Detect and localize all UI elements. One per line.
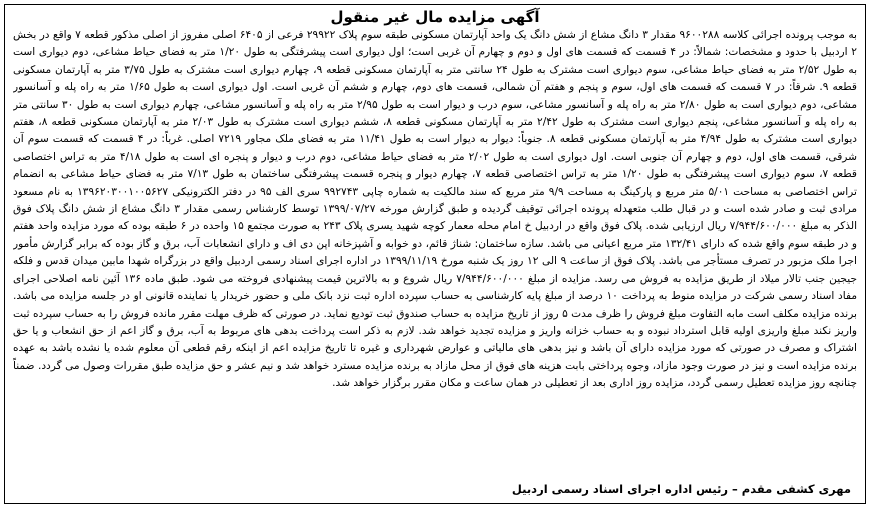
notice-signature: مهری کشفی مقدم – رئیس اداره اجرای اسناد رسمی اردبیل	[511, 482, 851, 496]
notice-frame	[4, 4, 866, 504]
notice-title: آگهی مزایده مال غیر منقول	[330, 8, 540, 26]
notice-body: به موجب پرونده اجرائی کلاسه ۹۶۰۰۲۸۸ مقدار ۳ دانگ مشاع از شش دانگ یک واحد آپارتمان مسکونی طبقه سوم پلاک ۲۹۹۲۲ فرعی از ۶۴۰۵ اصلی مفروز از اصلی مذکور قطعه ۷ واقع در بخش ۲ اردبیل با حدود و مشخصات: شمالاً: در ۴ قسمت که قسمت های اول و دوم و چهارم آن غربی است؛ اول دیواری است پیشرفتگی به طول ۱/۲۰ متر به فضای حیاط مشاعی، دوم دیواری است به طول ۲/۵۲ متر به فضای حیاط مشاعی، سوم دیواری است مشترک به طول ۲۴ سانتی متر به آپارتمان مسکونی قطعه ۹، چهارم دیواری است مشترک به طول ۳/۷۵ متر به آپارتمان مسکونی قطعه ۹. شرقاً: در ۷ قسمت که قسمت های اول، سوم و پنجم و هفتم آن شمالی، قسمت های دوم، چهارم و ششم آن غربی است. اول دیواری است به طول ۱/۶۵ متر به راه پله و آسانسور مشاعی، دوم دیواری است به طول ۲/۸۰ متر به راه پله و آسانسور مشاعی، سوم درب و دیوار است به طول ۲/۹۵ متر به راه پله و آسانسور مشاعی، چهارم دیواری است به طول ۳۰ سانتی متر به راه پله و آسانسور مشاعی، پنجم دیواری است مشترک به طول ۲/۴۲ متر به آپارتمان مسکونی قطعه ۸، ششم دیواری است مشترک به طول ۲/۰۳ متر به آپارتمان مسکونی قطعه ۸، هفتم دیواری است مشترک به طول ۴/۹۴ متر به آپارتمان مسکونی قطعه ۸. جنوباً: دیوار به دیوار است به طول ۱۱/۴۱ متر به فضای ملک مجاور ۷۲۱۹ اصلی. غرباً: در ۴ قسمت که قسمت سوم آن شرقی، قسمت های اول، دوم و چهارم آن جنوبی است. اول دیواری است به طول ۲/۰۲ متر به فضای حیاط مشاعی، دوم درب و دیوار و پنجره ای است به طول ۴/۱۸ متر به تراس اختصاصی قطعه ۷، سوم دیواری است پیشرفتگی به طول ۱/۲۰ متر به تراس اختصاصی قطعه ۷، چهارم دیوار و پنجره قسمت پیشرفتگی ساختمان به طول ۷/۱۳ متر به فضای حیاط مشاعی به انضمام تراس اختصاصی به مساحت ۵/۰۱ متر مربع و پارکینگ به مساحت ۹/۹ متر مربع که سند مالکیت به شماره چاپی ۹۹۲۷۴۳ سری الف ۹۵ در دفتر الکترونیکی ۱۳۹۶۲۰۳۰۰۱۰۰۵۶۲۷ به نام مسعود مرادی ثبت و صادر شده است و در قبال طلب متعهدله پرونده اجرائی توقیف گردیده و طبق گزارش مورخه ۱۳۹۹/۰۷/۲۷ توسط کارشناس رسمی مقدار ۳ دانگ مشاع از شش دانگ پلاک فوق الذکر به مبلغ ۷/۹۴۴/۶۰۰/۰۰۰ ریال ارزیابی شده. پلاک فوق واقع در اردبیل خ امام محله معمار کوچه شهید یسری پلاک ۲۴۳ به صورت مجتمع ۱۵ واحده در ۶ طبقه بوده که مورد مزایده واحد هفتم و در طبقه سوم واقع شده که دارای ۱۳۲/۴۱ متر مربع اعیانی می باشد. سازه ساختمان: شناژ قائم، دو خوابه و آشپزخانه اپن دی اف و دارای انشعابات آب، برق و گاز بوده که برابر گزارش مأمور اجرا ملک مزبور در تصرف مستأجر می باشد. پلاک فوق از ساعت ۹ الی ۱۲ روز یک شنبه مورخ ۱۳۹۹/۱۱/۱۹ در اداره اجرای اسناد رسمی اردبیل واقع در بزرگراه شهدا مابین میدان قدس و فلکه جیجین جنب تالار میلاد از طریق مزایده به فروش می رسد. مزایده از مبلغ ۷/۹۴۴/۶۰۰/۰۰۰ ریال شروع و به بالاترین قیمت پیشنهادی فروخته می شود. طبق ماده ۱۳۶ آئین نامه اصلاحی اجرای مفاد اسناد رسمی شرکت در مزایده منوط به پرداخت ۱۰ درصد از مبلغ پایه کارشناسی به حساب سپرده اداره ثبت نزد بانک ملی و حضور خریدار یا نماینده قانونی او در جلسه مزایده می باشد. برنده مزایده مکلف است مابه التفاوت مبلغ فروش را ظرف مدت ۵ روز از تاریخ مزایده به حساب صندوق ثبت تودیع نماید. در صورتی که ظرف مهلت مقرر مانده فروش را به حساب سپرده ثبت واریز نکند مبلغ واریزی اولیه قابل استرداد نبوده و به حساب خزانه واریز و مزایده تجدید خواهد شد. لازم به ذکر است پرداخت بدهی های مربوط به آب، برق و گاز اعم از حق انشعاب و یا حق اشتراک و مصرف در صورتی که مورد مزایده دارای آن باشد و نیز بدهی های مالیاتی و عوارض شهرداری و غیره تا تاریخ مزایده اعم از اینکه رقم قطعی آن معلوم شده یا نشده باشد به عهده برنده مزایده است و نیز در صورت وجود مازاد، وجوه پرداختی بابت هزینه های فوق از محل مازاد به برنده مزایده مسترد خواهد شد و نیم عشر و حق مزایده طبق مقررات وصول می گردد. ضمناً چنانچه روز مزایده تعطیل رسمی گردد، مزایده روز اداری بعد از تعطیلی در همان ساعت و مکان مقرر برگزار خواهد شد.	[13, 29, 857, 390]
